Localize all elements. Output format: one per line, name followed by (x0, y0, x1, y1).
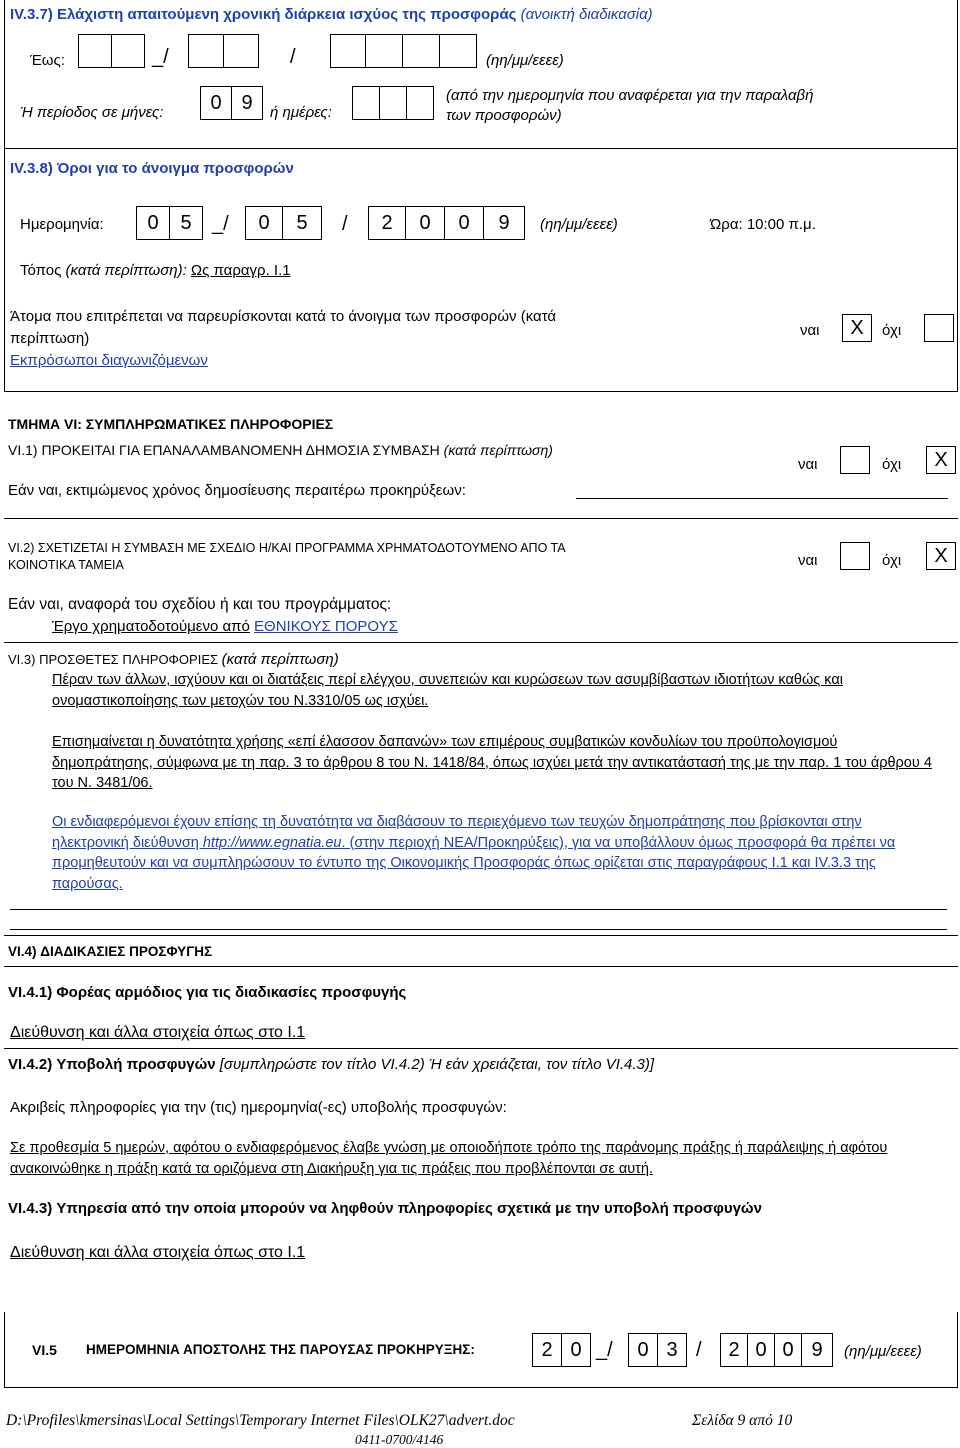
dispatch-date-format: (ηη/μμ/εεεε) (844, 1343, 922, 1360)
until-day-box-1[interactable] (78, 34, 112, 68)
opening-place (20, 262, 291, 279)
footer-code: 0411-0700/4146 (355, 1432, 444, 1447)
dispatch-year-box-3[interactable]: 0 (774, 1333, 802, 1367)
opening-time: Ώρα: 10:00 π.μ. (710, 216, 816, 233)
vi1-heading-title: VI.1) ΠΡΟΚΕΙΤΑΙ ΓΙΑ ΕΠΑΝΑΛΑΜΒΑΝΟΜΕΝΗ ΔΗΜΟΣΙΑ ΣΥΜΒΑΣΗ (8, 442, 440, 458)
vi2-if-yes: Εάν ναι, αναφορά του σχεδίου ή και του προγράμματος: (8, 596, 392, 613)
vi3-heading-note: (κατά περίπτωση) (221, 651, 339, 668)
persons-no-label: όχι (882, 322, 902, 339)
vi5-label: VI.5 (32, 1342, 57, 1358)
opening-sep-1: _/ (212, 213, 229, 235)
vi3-paragraph-2: Επισημαίνεται η δυνατότητα χρήσης «επί έλασσον δαπανών» των επιμέρους συμβατικών κονδυλίων του προϋπολογισμού δημοπράτησης, σύμφωνα με τη παρ. 3 το άρθρου 8 του Ν. 1418/84, όπως ισχύει μετά την αντικατάστασή της με την παρ. 1 του άρθρου 4 του Ν. 3481/06. (52, 734, 932, 791)
opening-year-box-2[interactable]: 0 (405, 206, 445, 240)
persons-allowed-value: Εκπρόσωποι διαγωνιζόμενων (10, 352, 208, 369)
vi2-yes-checkbox[interactable] (840, 542, 870, 570)
vi43-heading: VI.4.3) Υπηρεσία από την οποία μπορούν να ληφθούν πληροφορίες σχετικά με την υποβολή προσφυγών (8, 1200, 762, 1217)
iv37-heading-title: IV.3.7) Ελάχιστη απαιτούμενη χρονική διάρκεια ισχύος της προσφοράς (10, 6, 517, 23)
days-label: ή ημέρες: (270, 104, 332, 121)
dispatch-year-box-4[interactable]: 9 (801, 1333, 833, 1367)
months-box-1[interactable]: 0 (200, 86, 232, 120)
opening-place-value: Ως παραγρ. Ι.1 (190, 262, 291, 279)
until-sep-1: _/ (152, 46, 169, 68)
vi41-value: Διεύθυνση και άλλα στοιχεία όπως στο Ι.1 (10, 1024, 306, 1041)
dispatch-month-box-1[interactable]: 0 (628, 1333, 658, 1367)
vi42-heading-note: [συμπληρώστε τον τίτλο VI.4.2) Ή εάν χρειάζεται, τον τίτλο VI.4.3)] (219, 1056, 655, 1073)
vi1-yes-checkbox[interactable] (840, 446, 870, 474)
vi3-blank-line-2[interactable] (10, 929, 947, 930)
vi2-no-checkbox[interactable]: X (926, 542, 956, 570)
opening-month-box-1[interactable]: 0 (245, 206, 283, 240)
opening-year-box-3[interactable]: 0 (444, 206, 484, 240)
vi2-value-link[interactable]: ΕΘΝΙΚΟΥΣ ΠΟΡΟΥΣ (254, 618, 398, 635)
vi2-heading (8, 540, 566, 574)
vi1-no-label: όχι (882, 456, 902, 473)
persons-yes-checkbox[interactable]: X (842, 314, 872, 342)
period-note (446, 86, 813, 126)
vi3-paragraph-3-text-b: . (στην περιοχή ΝΕΑ/Προκηρύξεις), για να υποβάλλουν όμως προσφορά θα πρέπει να προμηθευτούν και να συμπληρώσουν το έντυπο της Οικονομικής Προσφοράς όπως ορίζεται στις παραγράφους Ι.1 και IV.3.3 της παρούσας. (52, 834, 896, 892)
opening-sep-2: / (342, 213, 348, 235)
vi1-no-checkbox[interactable]: X (926, 446, 956, 474)
vi1-yes-label: ναι (798, 456, 818, 473)
dispatch-sep-1: _/ (596, 1339, 613, 1361)
iv37-heading-note: (ανοικτή διαδικασία) (520, 6, 653, 23)
persons-allowed-line-1: Άτομα που επιτρέπεται να παρευρίσκονται κατά το άνοιγμα των προσφορών (κατά (10, 308, 557, 325)
until-day-box-2[interactable] (111, 34, 145, 68)
days-box-2[interactable] (379, 86, 407, 120)
days-box-1[interactable] (352, 86, 380, 120)
vi3-egnatia-link[interactable]: http://www.egnatia.eu (202, 834, 342, 851)
vi2-divider (4, 642, 958, 643)
months-box-2[interactable]: 9 (231, 86, 263, 120)
vi1-heading-note: (κατά περίπτωση) (443, 442, 553, 458)
opening-year-box-1[interactable]: 2 (368, 206, 406, 240)
vi5-heading: ΗΜΕΡΟΜΗΝΙΑ ΑΠΟΣΤΟΛΗΣ ΤΗΣ ΠΑΡΟΥΣΑΣ ΠΡΟΚΗΡΥΞΗΣ: (86, 1342, 475, 1357)
vi2-heading-line-1: VI.2) ΣΧΕΤΙΖΕΤΑΙ Η ΣΥΜΒΑΣΗ ΜΕ ΣΧΕΔΙΟ Η/ΚΑΙ ΠΡΟΓΡΑΜΜΑ ΧΡΗΜΑΤΟΔΟΤΟΥΜΕΝΟ ΑΠΟ ΤΑ (8, 541, 566, 555)
footer-file-path: D:\Profiles\kmersinas\Local Settings\Temporary Internet Files\OLK27\advert.doc (6, 1412, 515, 1429)
opening-day-box-1[interactable]: 0 (136, 206, 170, 240)
opening-day-box-2[interactable]: 5 (169, 206, 203, 240)
dispatch-sep-2: / (696, 1339, 702, 1361)
dispatch-year-box-2[interactable]: 0 (747, 1333, 775, 1367)
vi4-divider-1 (4, 966, 958, 967)
vi2-yes-label: ναι (798, 552, 818, 569)
until-month-box-2[interactable] (223, 34, 259, 68)
vi2-heading-line-2: ΚΟΙΝΟΤΙΚΑ ΤΑΜΕΙΑ (8, 558, 124, 572)
period-label: Ή περίοδος σε μήνες: (20, 104, 164, 121)
days-box-3[interactable] (406, 86, 434, 120)
iv38-heading: IV.3.8) Όροι για το άνοιγμα προσφορών (10, 160, 294, 177)
section-vi-heading: ΤΜΗΜΑ VI: ΣΥΜΠΛΗΡΩΜΑΤΙΚΕΣ ΠΛΗΡΟΦΟΡΙΕΣ (8, 416, 334, 432)
until-month-box-1[interactable] (188, 34, 224, 68)
opening-year-box-4[interactable]: 9 (483, 206, 525, 240)
vi2-value (52, 618, 398, 635)
opening-month-box-2[interactable]: 5 (282, 206, 322, 240)
vi1-divider (4, 518, 958, 519)
vi1-answer-line[interactable] (576, 498, 948, 499)
vi2-value-prefix: Έργο χρηματοδοτούμενο από (52, 618, 250, 635)
until-year-box-2[interactable] (365, 34, 403, 68)
period-note-line-1: (από την ημερομηνία που αναφέρεται για την παραλαβή (446, 87, 814, 104)
dispatch-year-box-1[interactable]: 2 (720, 1333, 748, 1367)
vi3-paragraph-3-text-a: Οι ενδιαφερόμενοι έχουν επίσης τη δυνατότητα να διαβάσουν το περιεχόμενο των τευχών δημοπράτησης που βρίσκονται στην ηλεκτρονική διεύθυνση (52, 814, 862, 851)
dispatch-day-box-1[interactable]: 2 (532, 1333, 562, 1367)
footer-page-number: Σελίδα 9 από 10 (692, 1412, 793, 1429)
vi3-heading-title: VI.3) ΠΡΟΣΘΕΤΕΣ ΠΛΗΡΟΦΟΡΙΕΣ (8, 652, 219, 667)
until-year-box-1[interactable] (330, 34, 366, 68)
vi42-heading (8, 1056, 654, 1073)
vi1-if-yes: Εάν ναι, εκτιμώμενος χρόνος δημοσίευσης περαιτέρω προκηρύξεων: (8, 482, 466, 499)
dispatch-day-box-2[interactable]: 0 (561, 1333, 591, 1367)
persons-no-checkbox[interactable] (924, 314, 954, 342)
vi43-value: Διεύθυνση και άλλα στοιχεία όπως στο Ι.1 (10, 1244, 306, 1261)
vi4-divider-2 (4, 1048, 958, 1049)
vi3-divider (4, 935, 958, 936)
persons-yes-label: ναι (800, 322, 820, 339)
until-date-format: (ηη/μμ/εεεε) (486, 52, 564, 69)
vi3-blank-line-1[interactable] (10, 909, 947, 910)
vi3-paragraph-1: Πέραν των άλλων, ισχύουν και οι διατάξεις περί ελέγχου, συνεπειών και κυρώσεων των ασυμβίβαστων ιδιοτήτων καθώς και ονομαστικοποίησης των μετοχών του Ν.3310/05 ως ισχύει. (52, 672, 843, 709)
dispatch-month-box-2[interactable]: 3 (657, 1333, 687, 1367)
vi41-heading: VI.4.1) Φορέας αρμόδιος για τις διαδικασίες προσφυγής (8, 984, 407, 1001)
vi2-no-label: όχι (882, 552, 902, 569)
until-year-box-3[interactable] (402, 34, 440, 68)
opening-place-note: (κατά περίπτωση): (65, 262, 187, 279)
vi3-paragraph-3 (52, 812, 942, 894)
opening-date-format: (ηη/μμ/εεεε) (540, 216, 618, 233)
persons-allowed-line-2: περίπτωση) (10, 330, 90, 347)
vi4-heading: VI.4) ΔΙΑΔΙΚΑΣΙΕΣ ΠΡΟΣΦΥΓΗΣ (8, 944, 213, 959)
opening-date-label: Ημερομηνία: (20, 216, 104, 233)
persons-allowed (10, 306, 556, 372)
vi42-value: Σε προθεσμία 5 ημερών, αφότου ο ενδιαφερόμενος έλαβε γνώση με οποιοδήποτε τρόπο της παράνομης πράξης ή παράλειψης ή αφότου ανακοινώθηκε η πράξη κατά τα οριζόμενα στη Διακήρυξη για τις πράξεις που προβλέπονται σε αυτή. (10, 1140, 888, 1177)
period-note-line-2: των προσφορών) (446, 107, 562, 124)
vi42-heading-title: VI.4.2) Υποβολή προσφυγών (8, 1056, 216, 1073)
vi3-heading (8, 651, 339, 668)
until-label: Έως: (30, 52, 65, 69)
vi1-heading (8, 442, 553, 458)
iv37-heading (10, 6, 653, 23)
until-sep-2: / (290, 46, 296, 68)
opening-place-label: Τόπος (20, 262, 62, 279)
vi42-label: Ακριβείς πληροφορίες για την (τις) ημερομηνία(-ες) υποβολής προσφυγών: (10, 1099, 507, 1116)
until-year-box-4[interactable] (439, 34, 477, 68)
